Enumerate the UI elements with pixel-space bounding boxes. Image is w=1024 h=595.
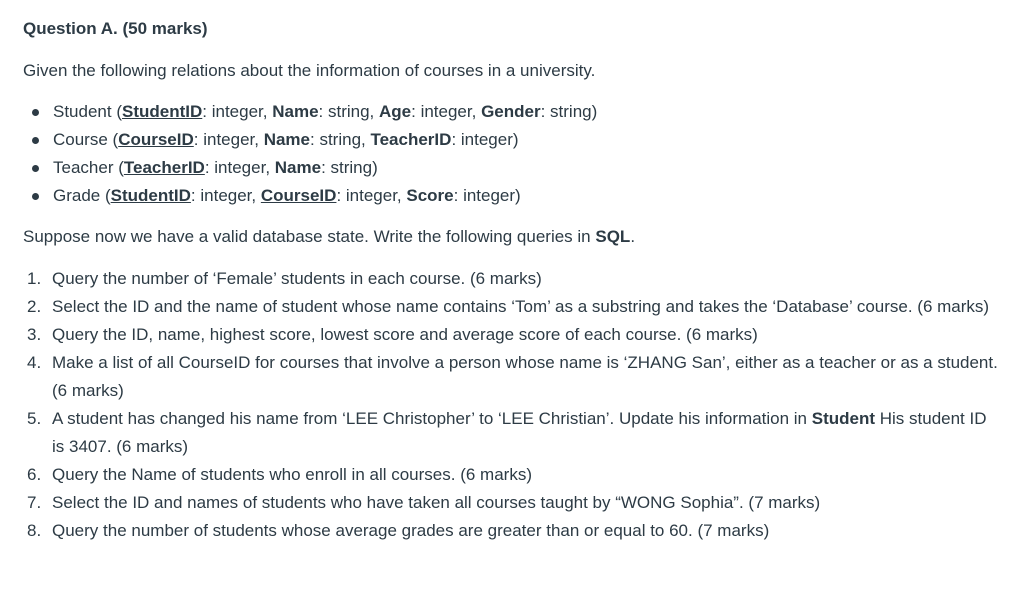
- query-text: A student has changed his name from ‘LEE Christopher’ to ‘LEE Christian’. Update his information in: [52, 409, 812, 428]
- relation-name: Course (: [53, 130, 119, 149]
- attr-type: : string,: [310, 130, 371, 149]
- suppose-text: Suppose now we have a valid database state. Write the following queries in: [23, 227, 596, 246]
- query-number: 4.: [27, 353, 42, 372]
- query-item: [23, 321, 1002, 349]
- attr-type: : integer): [451, 130, 519, 149]
- query-item: [23, 349, 1002, 405]
- query-item: [23, 293, 1002, 321]
- relation-student: [23, 98, 1002, 126]
- attribute-name: Gender: [481, 102, 541, 121]
- primary-key: TeacherID: [123, 158, 205, 177]
- query-number: 8.: [27, 521, 42, 540]
- attribute-name: Name: [272, 102, 319, 121]
- attr-type: : integer,: [336, 186, 407, 205]
- query-number: 3.: [27, 325, 42, 344]
- attr-type: : integer,: [190, 186, 261, 205]
- suppose-paragraph: [23, 226, 1002, 248]
- query-item: [23, 405, 1002, 461]
- query-text: Make a list of all CourseID for courses that involve a person whose name is ‘ZHANG San’, either as a teacher or as a student. (6 marks): [52, 353, 998, 400]
- query-item: [23, 489, 1002, 517]
- attr-type: : integer): [453, 186, 521, 205]
- attr-type: : integer,: [193, 130, 264, 149]
- query-item: [23, 265, 1002, 293]
- attr-type: : string): [321, 158, 378, 177]
- attribute-name: Age: [379, 102, 412, 121]
- attr-type: : string,: [318, 102, 379, 121]
- intro-paragraph: Given the following relations about the information of courses in a university.: [23, 61, 596, 80]
- query-item: [23, 517, 1002, 545]
- query-number: 7.: [27, 493, 42, 512]
- primary-key: CourseID: [260, 186, 337, 205]
- attr-type: : integer,: [202, 102, 273, 121]
- question-title: Question A. (50 marks): [23, 19, 208, 38]
- query-number: 6.: [27, 465, 42, 484]
- query-text: Query the number of students whose average grades are greater than or equal to 60. (7 marks): [52, 521, 770, 540]
- attr-type: : string): [540, 102, 598, 121]
- sql-keyword: SQL: [595, 227, 631, 246]
- query-number: 2.: [27, 297, 42, 316]
- query-text-end: His student ID is 3407. (6 marks): [52, 409, 987, 456]
- attribute-name: Score: [406, 186, 454, 205]
- query-text: Select the ID and names of students who have taken all courses taught by “WONG Sophia”. (7 marks): [52, 493, 821, 512]
- query-number: 1.: [27, 269, 42, 288]
- relation-name: Teacher (: [53, 158, 124, 177]
- primary-key: StudentID: [122, 102, 203, 121]
- relation-name: Grade (: [53, 186, 111, 205]
- relations-list: [23, 98, 1002, 210]
- attribute-name: TeacherID: [370, 130, 452, 149]
- relation-name: Student (: [53, 102, 122, 121]
- query-number: 5.: [27, 409, 42, 428]
- attribute-name: Name: [274, 158, 322, 177]
- primary-key: CourseID: [118, 130, 194, 149]
- relation-teacher: [23, 154, 1002, 182]
- query-text: Query the ID, name, highest score, lowest score and average score of each course. (6 marks): [52, 325, 758, 344]
- primary-key: StudentID: [110, 186, 191, 205]
- relation-reference: Student: [811, 409, 876, 428]
- suppose-end: .: [630, 227, 636, 246]
- query-text: Query the Name of students who enroll in all courses. (6 marks): [52, 465, 532, 484]
- query-item: [23, 461, 1002, 489]
- attribute-name: Name: [263, 130, 311, 149]
- relation-course: [23, 126, 1002, 154]
- relation-grade: [23, 182, 1002, 210]
- attr-type: : integer,: [204, 158, 275, 177]
- queries-list: [23, 265, 1002, 545]
- query-text: Query the number of ‘Female’ students in each course. (6 marks): [52, 269, 542, 288]
- attr-type: : integer,: [411, 102, 482, 121]
- query-text: Select the ID and the name of student whose name contains ‘Tom’ as a substring and takes the ‘Database’ course. (6 marks): [52, 297, 990, 316]
